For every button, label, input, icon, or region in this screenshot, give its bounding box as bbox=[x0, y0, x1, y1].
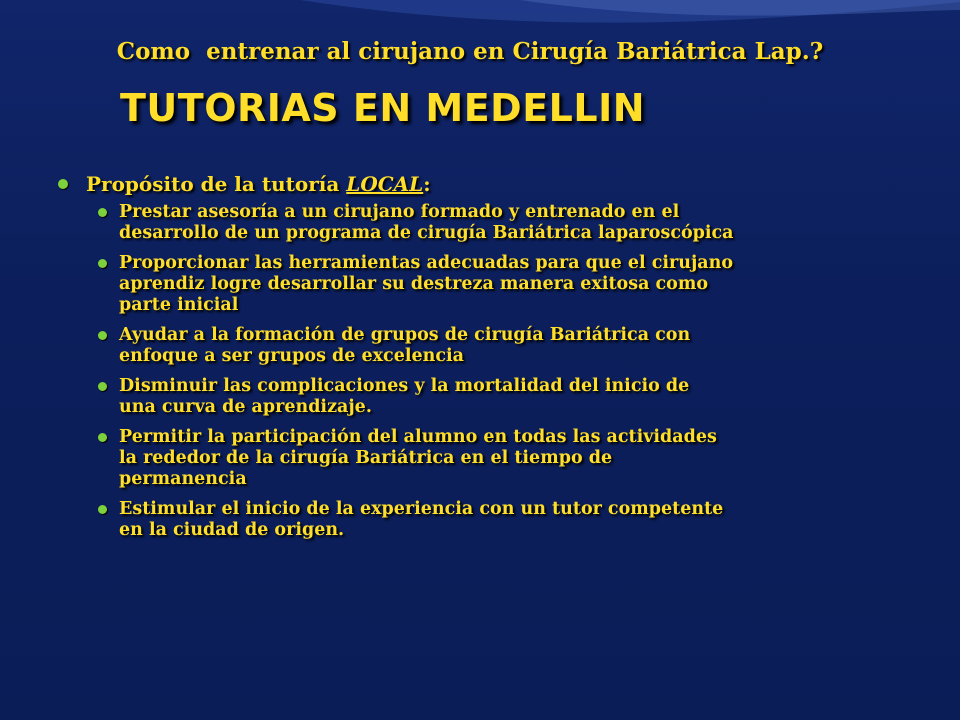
list-item bbox=[98, 376, 918, 418]
list-item bbox=[98, 202, 918, 244]
bullet-icon bbox=[98, 505, 107, 514]
bullet-icon bbox=[98, 259, 107, 268]
purpose-label-prefix: Propósito de la tutoría bbox=[86, 172, 347, 196]
list-item-text: Proporcionar las herramientas adecuadas para que el cirujano aprendiz logre desarrollar su destreza manera exitosa como parte inicial bbox=[119, 253, 734, 315]
list-item bbox=[98, 427, 918, 490]
bullet-icon bbox=[58, 179, 68, 189]
purpose-label bbox=[86, 172, 431, 196]
list-item-text: Estimular el inicio de la experiencia con un tutor competente en la ciudad de origen. bbox=[119, 499, 724, 540]
list-item-text: Prestar asesoría a un cirujano formado y entrenado en el desarrollo de un programa de cirugía Bariátrica laparoscópica bbox=[119, 202, 734, 243]
list-item bbox=[98, 253, 918, 316]
bullet-icon bbox=[98, 382, 107, 391]
list-item-text: Ayudar a la formación de grupos de cirugía Bariátrica con enfoque a ser grupos de excelencia bbox=[119, 325, 691, 366]
purpose-label-emphasis: LOCAL bbox=[346, 172, 424, 196]
list-item bbox=[98, 325, 918, 367]
slide-title: TUTORIAS EN MEDELLIN bbox=[120, 86, 646, 130]
purpose-label-suffix: : bbox=[423, 172, 431, 196]
slide-subtitle: Como entrenar al cirujano en Cirugía Bariátrica Lap.? bbox=[116, 38, 824, 65]
bullet-icon bbox=[98, 433, 107, 442]
bullet-icon bbox=[98, 208, 107, 217]
list-item-text: Permitir la participación del alumno en todas las actividades la rededor de la cirugía Bariátrica en el tiempo de permanencia bbox=[119, 427, 717, 489]
bullet-icon bbox=[98, 331, 107, 340]
list-item-text: Disminuir las complicaciones y la mortalidad del inicio de una curva de aprendizaje. bbox=[119, 376, 690, 417]
list-item bbox=[98, 499, 918, 541]
purpose-heading bbox=[58, 172, 918, 196]
slide-content bbox=[58, 172, 918, 550]
